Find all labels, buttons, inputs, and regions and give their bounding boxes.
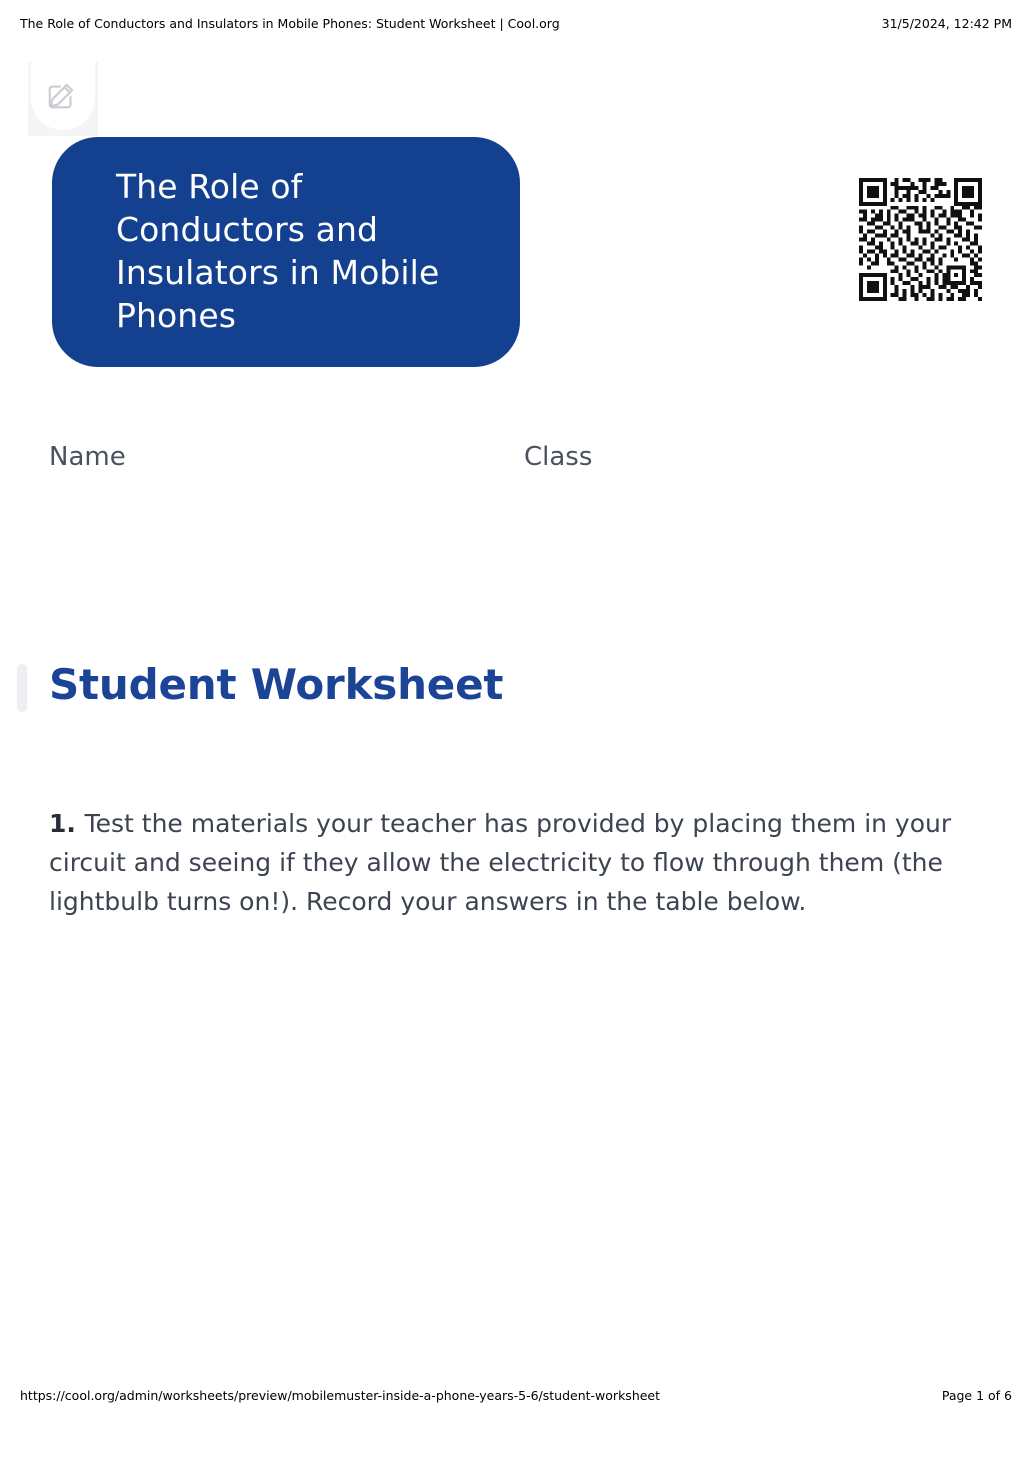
worksheet-title: The Role of Conductors and Insulators in Mobile Phones	[116, 167, 440, 335]
question-number: 1.	[49, 809, 85, 838]
print-header-document-title: The Role of Conductors and Insulators in Mobile Phones: Student Worksheet | Cool.org	[20, 15, 560, 31]
print-footer-url: https://cool.org/admin/worksheets/preview/mobilemuster-inside-a-phone-years-5-6/student-worksheet	[20, 1387, 661, 1403]
worksheet-page	[0, 46, 1032, 1358]
print-header	[0, 0, 1032, 46]
worksheet-title-card	[52, 137, 520, 367]
page-title: Student Worksheet	[49, 660, 504, 709]
qr-code[interactable]	[855, 174, 986, 305]
section-heading-group	[0, 654, 700, 718]
print-footer-page-number: Page 1 of 6	[941, 1387, 1012, 1403]
print-footer	[0, 1380, 1032, 1410]
question-text: Test the materials your teacher has provided by placing them in your circuit and seeing if they allow the electricity to flow through them (the lightbulb turns on!). Record your answers in the table below.	[49, 809, 952, 916]
class-label: Class	[524, 442, 593, 472]
student-meta-row	[0, 442, 1032, 482]
print-header-timestamp: 31/5/2024, 12:42 PM	[881, 15, 1012, 31]
edit-pencil-square-icon[interactable]	[46, 81, 76, 111]
qr-code-icon[interactable]	[855, 174, 986, 305]
question-item	[49, 804, 954, 921]
edit-worksheet-chip[interactable]	[28, 62, 98, 136]
name-label: Name	[49, 442, 126, 472]
section-accent-bar	[17, 664, 27, 712]
